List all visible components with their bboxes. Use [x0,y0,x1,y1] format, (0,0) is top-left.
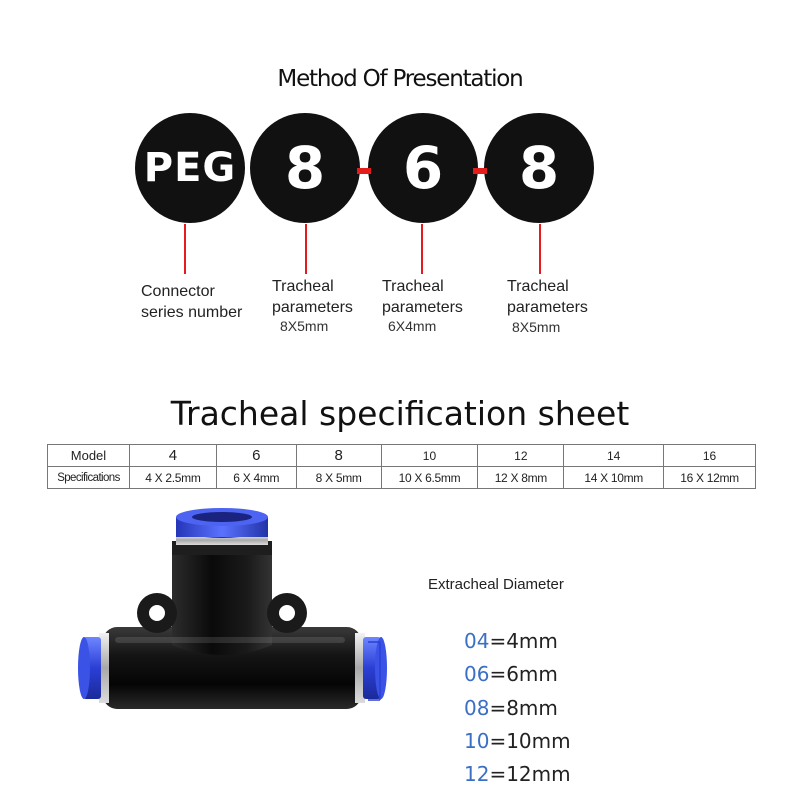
page-title: Method Of Presentation [277,66,523,92]
label-sub: 8X5mm [280,318,329,334]
prefix-circle: PEG [135,113,245,223]
size-row [464,662,558,686]
label-tracheal-1 [272,276,353,334]
model-cell: 12 [478,445,564,467]
pointer-line-2 [305,224,307,274]
label-line: Connector [141,283,215,300]
size-row [464,696,558,720]
model-cell: 16 [664,445,756,467]
size-value: =10mm [489,729,571,753]
label-line: parameters [382,299,463,316]
pointer-line-4 [539,224,541,274]
spec-sheet-title: Tracheal specification sheet [170,394,630,433]
label-line: series number [141,304,243,321]
size-code: 08 [464,696,490,720]
model-cell: 8 [296,445,381,467]
label-line: parameters [507,299,588,316]
pneumatic-tee-fitting-icon [75,505,395,730]
size-code: 04 [464,629,490,653]
digit-circle-3: 8 [484,113,594,223]
table-row-specs [48,467,756,489]
pointer-line-1 [184,224,186,274]
spec-cell: 4 X 2.5mm [129,467,216,489]
label-line: Tracheal [272,278,334,295]
pointer-line-3 [421,224,423,274]
diameter-bracket-icon [366,640,386,702]
size-row [464,762,571,786]
table-row-model [48,445,756,467]
size-row [464,729,571,753]
digit-circle-2: 6 [368,113,478,223]
model-cell: 14 [564,445,664,467]
label-line: Tracheal [382,278,444,295]
size-value: =12mm [489,762,571,786]
row-header: Model [48,445,130,467]
digit-circle-1: 8 [250,113,360,223]
label-line: parameters [272,299,353,316]
label-line: Tracheal [507,278,569,295]
label-tracheal-2 [382,276,463,334]
size-code: 06 [464,662,490,686]
model-cell: 10 [381,445,478,467]
spec-cell: 16 X 12mm [664,467,756,489]
size-value: =6mm [489,662,558,686]
label-sub: 6X4mm [388,318,437,334]
size-value: =4mm [489,629,558,653]
model-cell: 6 [216,445,296,467]
spec-cell: 14 X 10mm [564,467,664,489]
label-connector-series [141,281,242,323]
label-tracheal-3 [507,276,588,336]
label-sub: 8X5mm [512,319,561,335]
size-code: 10 [464,729,490,753]
spec-cell: 12 X 8mm [478,467,564,489]
size-code: 12 [464,762,490,786]
row-header: Specifications [48,467,130,489]
separator-dash-2 [473,168,487,174]
size-value: =8mm [489,696,558,720]
spec-cell: 10 X 6.5mm [381,467,478,489]
spec-table [47,444,756,489]
size-row [464,629,558,653]
separator-dash-1 [357,168,371,174]
diameter-title: Extracheal Diameter [428,576,564,593]
spec-cell: 6 X 4mm [216,467,296,489]
spec-cell: 8 X 5mm [296,467,381,489]
model-cell: 4 [129,445,216,467]
